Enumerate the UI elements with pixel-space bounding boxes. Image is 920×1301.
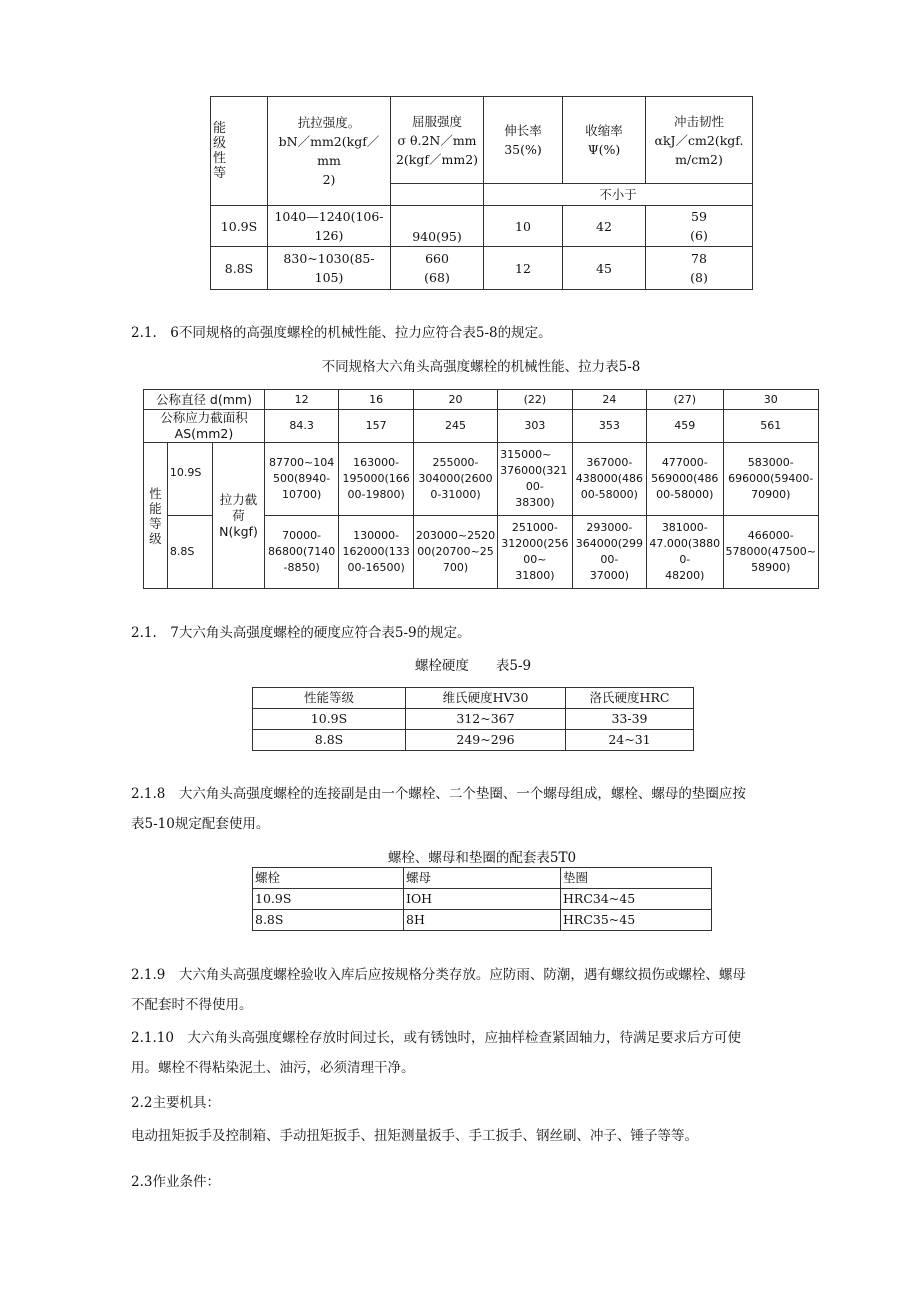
cell-line: 1040—1240(106-	[274, 209, 384, 224]
grade-cell: 10.9S	[167, 443, 212, 516]
column-header: 螺母	[404, 868, 561, 889]
table-header-row	[253, 868, 712, 889]
area-cell: 561	[723, 410, 819, 443]
load-label-line: N(kgf)	[219, 523, 258, 539]
column-header: 垫圈	[561, 868, 712, 889]
table-row	[253, 709, 694, 730]
diameter-cell: 16	[339, 390, 414, 410]
load-cell: 315000~ 376000(321 00- 38300)	[498, 443, 573, 516]
area-cell: 353	[572, 410, 647, 443]
grade-cell: 10.9S	[211, 206, 268, 247]
paragraph-2-1-10-line2: 用。螺栓不得粘染泥土、油污，必须清理干净。	[131, 1060, 415, 1076]
cell-line: (68)	[424, 270, 450, 285]
table-5-10-caption: 螺栓、螺母和垫圈的配套表5T0	[387, 850, 577, 866]
table-row	[211, 206, 753, 247]
area-cell: 84.3	[264, 410, 339, 443]
table-cell: 10.9S	[253, 709, 406, 730]
performance-grade-label	[144, 443, 168, 589]
grade-cell: 8.8S	[211, 247, 268, 290]
load-cell: 87700~104 500(8940- 10700)	[264, 443, 339, 516]
cell-line: 105)	[314, 270, 344, 285]
table-header-row	[253, 688, 694, 709]
column-header: 螺栓	[253, 868, 404, 889]
cell-line: (8)	[690, 270, 708, 285]
yield-header-line: 2(kgf／mm2)	[395, 151, 479, 167]
table-cell: HRC35~45	[561, 910, 712, 931]
yield-cell: 940(95)	[391, 206, 484, 247]
diameter-cell: 20	[413, 390, 497, 410]
shrinkage-header-line: 收缩率	[585, 123, 623, 138]
grade-header-char: 级	[213, 136, 227, 151]
yield-header-line: σ θ.2N／mm	[397, 132, 477, 148]
yield-header	[391, 97, 484, 184]
paragraph-2-1-9-line1: 2.1.9 大六角头高强度螺栓验收入库后应按规格分类存放。应防雨、防潮，遇有螺纹损伤或螺栓、螺母	[131, 967, 746, 983]
yield-header-line: 屈服强度	[411, 113, 462, 129]
load-cell: 251000- 312000(256 00~ 31800)	[498, 516, 573, 589]
impact-header	[646, 97, 753, 184]
table-5-8-caption: 不同规格大六角头高强度螺栓的机械性能、拉力表5-8	[321, 359, 641, 375]
label-char: 等	[149, 515, 162, 531]
area-cell: 157	[339, 410, 414, 443]
load-cell: 293000- 364000(299 00- 37000)	[572, 516, 647, 589]
load-cell: 203000~2520 00(20700~25 700)	[413, 516, 497, 589]
grade-header-char: 等	[213, 166, 227, 181]
section-2-3-heading: 2.3作业条件：	[131, 1174, 220, 1190]
section-2-2-heading: 2.2主要机具：	[131, 1095, 220, 1111]
diameter-cell: (22)	[498, 390, 573, 410]
table-cell: 10.9S	[253, 889, 404, 910]
cell-line: 78	[691, 251, 707, 266]
area-header-line: AS(mm2)	[174, 426, 234, 441]
elongation-header	[484, 97, 563, 184]
table-cell: 33-39	[566, 709, 694, 730]
table-cell: 312~367	[406, 709, 566, 730]
matching-table	[252, 867, 712, 931]
elongation-header-line: 35(%)	[504, 142, 542, 157]
area-cell: 245	[413, 410, 497, 443]
area-header-line: 公称应力截面积	[160, 410, 248, 425]
table-cell: 8H	[404, 910, 561, 931]
not-less-than-label: 不小于	[484, 184, 753, 206]
table-row	[253, 910, 712, 931]
cell-line: 59	[691, 209, 707, 224]
elongation-header-line: 伸长率	[504, 123, 542, 138]
paragraph-2-1-10-line1: 2.1.10 大六角头高强度螺栓存放时间过长，或有锈蚀时，应抽样检查紧固轴力，待满足要求后方可使	[131, 1030, 741, 1046]
cell-line: 660	[425, 251, 449, 266]
yield-cell	[391, 247, 484, 290]
load-label	[213, 443, 265, 589]
column-header: 维氏硬度HV30	[406, 688, 566, 709]
impact-cell	[646, 206, 753, 247]
grade-header	[211, 97, 268, 206]
area-cell: 459	[647, 410, 723, 443]
impact-header-line: αkJ／cm2(kgf.	[654, 132, 744, 148]
table-cell: HRC34~45	[561, 889, 712, 910]
elongation-cell: 10	[484, 206, 563, 247]
table-row	[253, 889, 712, 910]
section-2-2-body: 电动扭矩扳手及控制箱、手动扭矩扳手、扭矩测量扳手、手工扳手、钢丝刷、冲子、锤子等等。	[131, 1128, 698, 1144]
load-cell: 583000- 696000(59400- 70900)	[723, 443, 819, 516]
elongation-cell: 12	[484, 247, 563, 290]
load-cell: 130000- 162000(133 00-16500)	[339, 516, 414, 589]
tensile-header-line: 抗拉强度。	[297, 115, 361, 130]
label-char: 性	[149, 485, 162, 501]
area-cell: 303	[498, 410, 573, 443]
column-header: 性能等级	[253, 688, 406, 709]
load-cell: 70000- 86800(7140 -8850)	[264, 516, 339, 589]
table-cell: 249~296	[406, 730, 566, 751]
load-cell: 255000- 304000(2600 0-31000)	[413, 443, 497, 516]
paragraph-2-1-7: 2.1. 7大六角头高强度螺栓的硬度应符合表5-9的规定。	[131, 625, 471, 641]
table-cell: 24~31	[566, 730, 694, 751]
table-cell: IOH	[404, 889, 561, 910]
cell-line: 126)	[314, 228, 344, 243]
load-cell: 381000- 47.000(3880 0- 48200)	[647, 516, 723, 589]
load-label-line: 拉力截荷	[219, 491, 258, 523]
table-5-9-caption: 螺栓硬度 表5-9	[414, 658, 532, 674]
column-header: 洛氏硬度HRC	[566, 688, 694, 709]
shrinkage-header-line: Ψ(%)	[587, 142, 621, 157]
cell-line: 830~1030(85-	[283, 251, 375, 266]
tensile-cell	[268, 247, 391, 290]
table-row	[253, 730, 694, 751]
paragraph-2-1-8-line2: 表5-10规定配套使用。	[131, 816, 270, 832]
tensile-header-line: bN／mm2(kgf／mm	[278, 134, 380, 168]
table-row	[144, 443, 819, 516]
diameter-cell: 30	[723, 390, 819, 410]
tensile-header-line: 2)	[322, 172, 336, 187]
load-cell: 163000- 195000(166 00-19800)	[339, 443, 414, 516]
tensile-header	[268, 97, 391, 206]
label-char: 级	[149, 530, 162, 546]
cell-line: (6)	[690, 228, 708, 243]
table-cell: 8.8S	[253, 730, 406, 751]
grade-header-char: 能	[213, 121, 227, 136]
load-cell: 367000- 438000(486 00-58000)	[572, 443, 647, 516]
tensile-cell	[268, 206, 391, 247]
impact-header-line: m/cm2)	[675, 151, 723, 167]
paragraph-2-1-8-line1: 2.1.8 大六角头高强度螺栓的连接副是由一个螺栓、二个垫圈、一个螺母组成，螺栓、螺母的垫圈应按	[131, 786, 746, 802]
table-row	[211, 247, 753, 290]
table-cell: 8.8S	[253, 910, 404, 931]
diameter-header: 公称直径 d(mm)	[144, 390, 265, 410]
impact-header-line: 冲击韧性	[673, 113, 724, 129]
hardness-table	[252, 687, 694, 751]
paragraph-2-1-9-line2: 不配套时不得使用。	[131, 997, 253, 1013]
grade-header-char: 性	[213, 151, 227, 166]
grade-cell: 8.8S	[167, 516, 212, 589]
diameter-cell: 24	[572, 390, 647, 410]
shrinkage-cell: 45	[563, 247, 646, 290]
diameter-cell: 12	[264, 390, 339, 410]
paragraph-2-1-6: 2.1. 6不同规格的高强度螺栓的机械性能、拉力应符合表5-8的规定。	[131, 325, 552, 341]
area-header	[144, 410, 265, 443]
load-cell: 477000- 569000(486 00-58000)	[647, 443, 723, 516]
shrinkage-cell: 42	[563, 206, 646, 247]
label-char: 能	[149, 500, 162, 516]
diameter-cell: (27)	[647, 390, 723, 410]
bolt-load-table	[143, 389, 819, 589]
impact-cell	[646, 247, 753, 290]
shrinkage-header	[563, 97, 646, 184]
mechanical-properties-table	[210, 96, 753, 290]
load-cell: 466000- 578000(47500~ 58900)	[723, 516, 819, 589]
